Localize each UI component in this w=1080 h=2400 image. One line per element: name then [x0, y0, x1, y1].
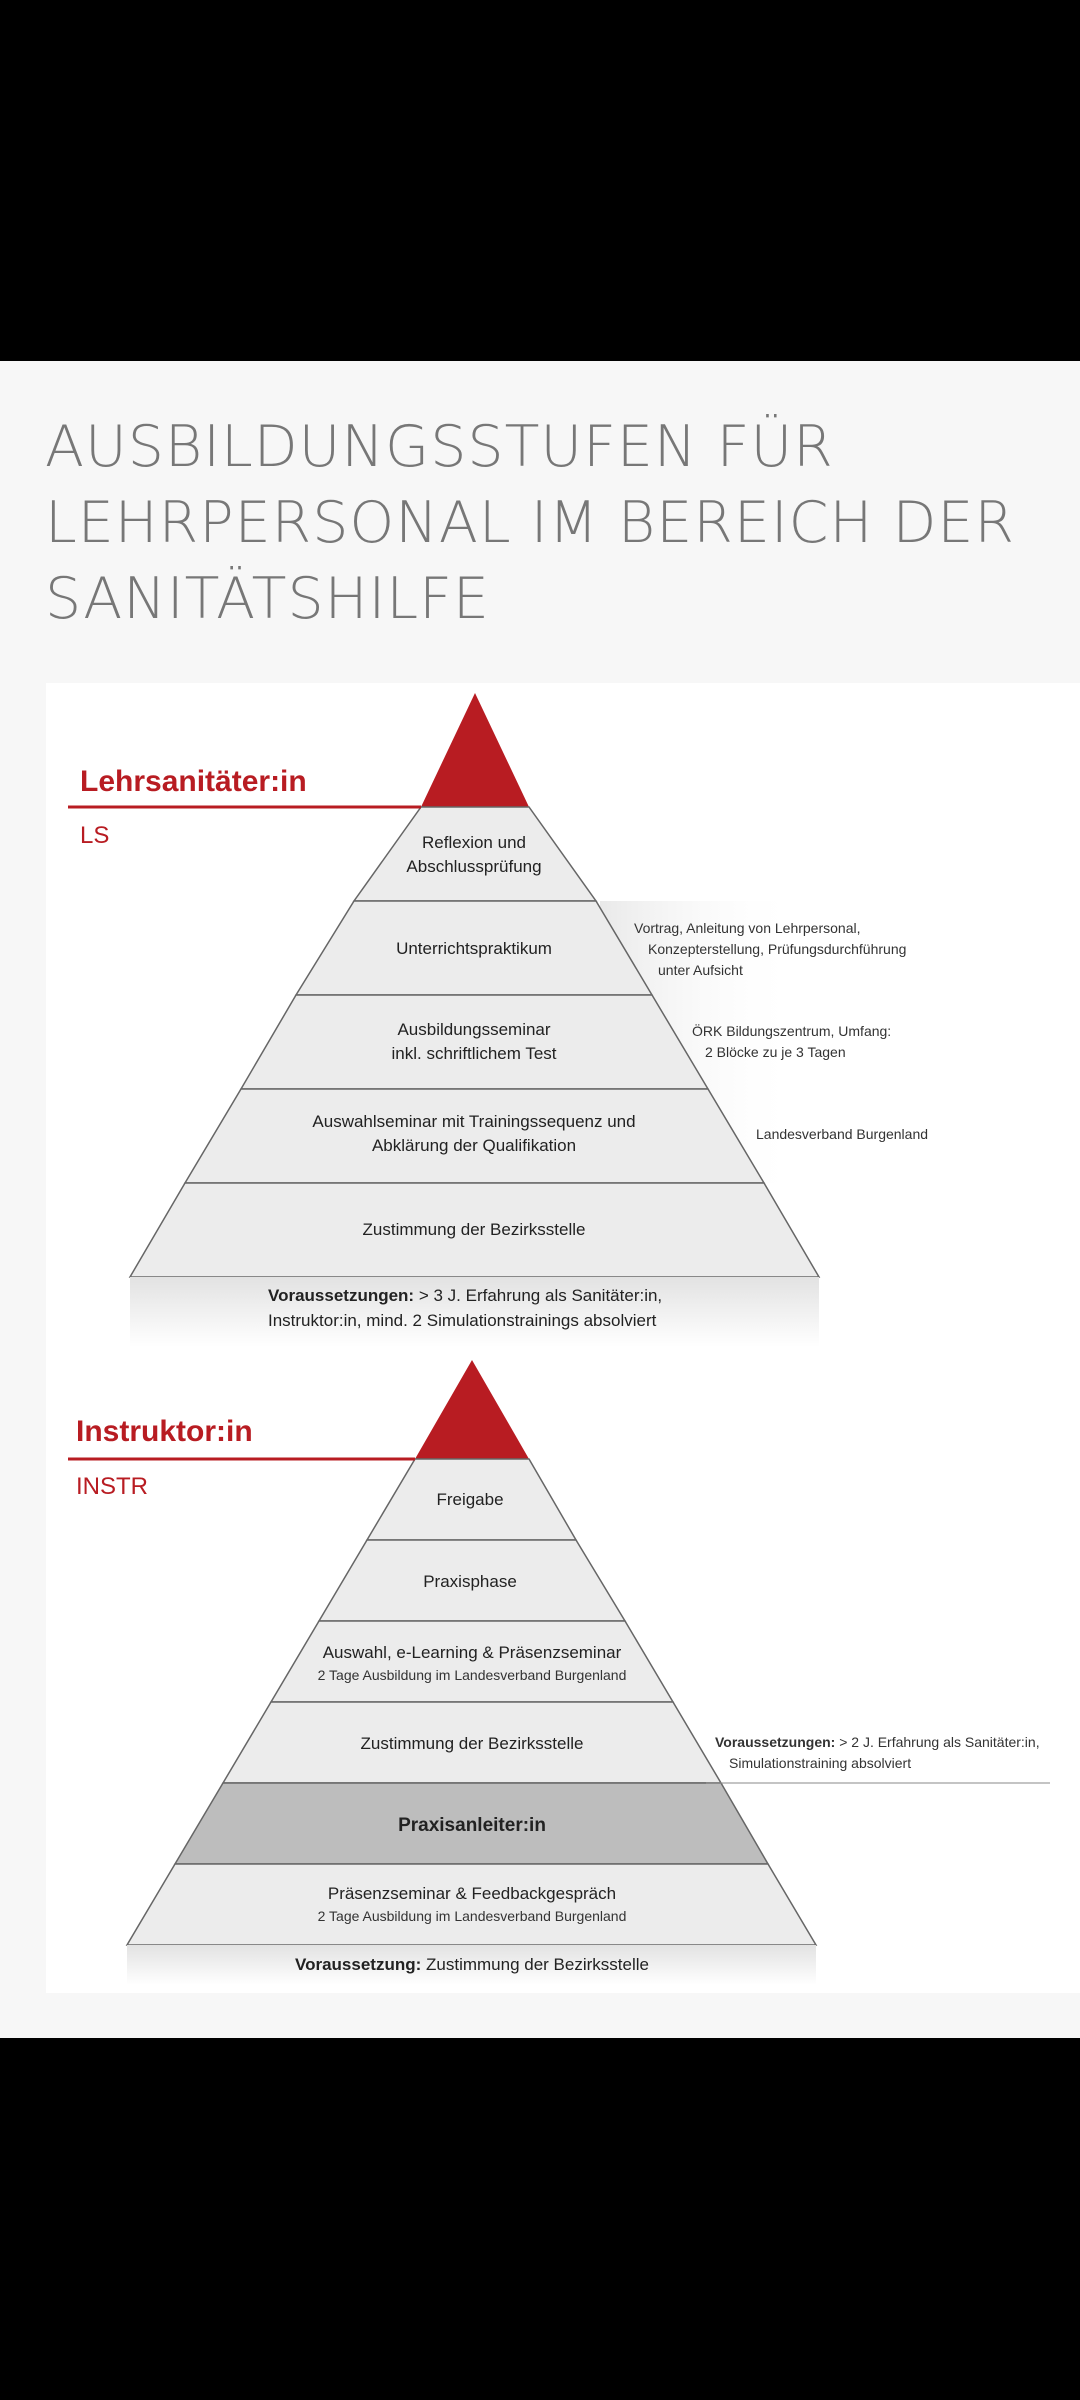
ls-pyramid — [68, 693, 928, 1347]
instr-tier-6-label: Präsenzseminar & Feedbackgespräch — [327, 1884, 617, 1903]
instr-tier-5-label: Praxisanleiter:in — [398, 1815, 546, 1836]
ls-heading: Lehrsanitäter:in — [80, 765, 307, 798]
ls-tier-1 — [354, 807, 596, 901]
ls-req-label: Voraussetzungen: — [268, 1286, 415, 1305]
instr-tier-3-label: Auswahl, e-Learning & Präsenzseminar — [322, 1643, 622, 1662]
ls-req-text: > 3 J. Erfahrung als Sanitäter:in, — [418, 1286, 663, 1305]
ls-note-1-line-3: unter Aufsicht — [658, 962, 743, 978]
page-title — [45, 409, 1045, 637]
instr-tier-4-label: Zustimmung der Bezirksstelle — [360, 1734, 584, 1753]
instr-tier-3-sub: 2 Tage Ausbildung im Landesverband Burgenland — [317, 1667, 627, 1683]
instr-side-label: Voraussetzungen: — [715, 1734, 836, 1750]
ls-tier-4-line-2: Abklärung der Qualifikation — [371, 1136, 577, 1155]
instr-tier-6-sub: 2 Tage Ausbildung im Landesverband Burgenland — [317, 1908, 627, 1924]
instr-tier-1-label: Freigabe — [436, 1490, 504, 1509]
content-panel — [0, 361, 1080, 2038]
ls-abbr: LS — [80, 822, 110, 849]
instr-req-text: Zustimmung der Bezirksstelle — [426, 1955, 649, 1974]
instr-tier-2-label: Praxisphase — [423, 1572, 517, 1591]
instr-side-req-line-2: Simulationstraining absolviert — [729, 1755, 912, 1771]
pyramid-diagram-card — [46, 683, 1080, 1993]
instr-heading: Instruktor:in — [76, 1415, 253, 1448]
title-line-1: AUSBILDUNGSSTUFEN FÜR — [45, 414, 834, 480]
instr-side-text: > 2 J. Erfahrung als Sanitäter:in, — [839, 1734, 1040, 1750]
instr-pyramid — [68, 1360, 1050, 1985]
ls-requirements-line-2: Instruktor:in, mind. 2 Simulationstrainings absolviert — [268, 1311, 657, 1330]
ls-tier-4-line-1: Auswahlseminar mit Trainingssequenz und — [312, 1112, 636, 1131]
ls-tier-1-line-2: Abschlussprüfung — [406, 857, 542, 876]
ls-note-2-line-2: 2 Blöcke zu je 3 Tagen — [705, 1044, 846, 1060]
instr-abbr: INSTR — [76, 1473, 148, 1500]
title-line-3: SANITÄTSHILFE — [45, 566, 490, 632]
ls-tier-5-label: Zustimmung der Bezirksstelle — [362, 1220, 586, 1239]
ls-tier-1-line-1: Reflexion und — [422, 833, 526, 852]
instr-side-req-line-1 — [715, 1734, 1040, 1750]
ls-tier-3-line-1: Ausbildungsseminar — [397, 1020, 551, 1039]
ls-note-2-line-1: ÖRK Bildungszentrum, Umfang: — [692, 1023, 892, 1039]
ls-tier-2-label: Unterrichtspraktikum — [396, 939, 552, 958]
ls-apex — [421, 693, 529, 807]
ls-note-1-line-2: Konzepterstellung, Prüfungsdurchführung — [648, 941, 907, 957]
instr-apex — [415, 1360, 529, 1459]
ls-requirements-line-1 — [268, 1286, 662, 1305]
instr-req-label: Voraussetzung: — [295, 1955, 422, 1974]
instr-requirement — [295, 1955, 649, 1974]
ls-tier-3-line-2: inkl. schriftlichem Test — [391, 1044, 557, 1063]
ls-note-1-line-1: Vortrag, Anleitung von Lehrpersonal, — [634, 920, 861, 936]
title-line-2: LEHRPERSONAL IM BEREICH DER — [45, 490, 1015, 556]
instr-tier-6 — [127, 1864, 816, 1945]
ls-note-3: Landesverband Burgenland — [756, 1126, 929, 1142]
pyramid-diagram — [46, 683, 1080, 1993]
ls-tier-3 — [241, 995, 708, 1089]
